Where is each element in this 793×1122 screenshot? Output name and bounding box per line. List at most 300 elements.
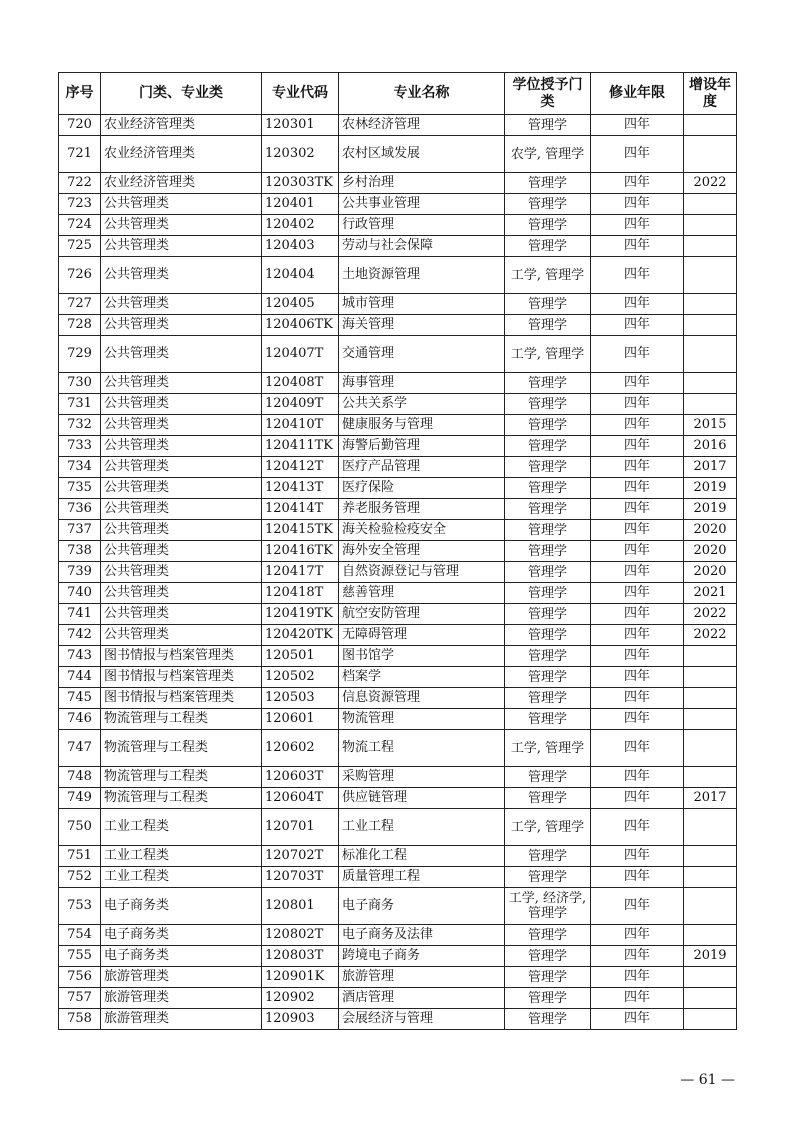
cell-year: 2015 [684,415,737,436]
cell-index: 731 [59,394,101,415]
cell-index: 747 [59,730,101,767]
cell-name: 土地资源管理 [339,257,505,294]
cell-name: 农林经济管理 [339,115,505,136]
cell-code: 120419TK [262,604,339,625]
cell-index: 734 [59,457,101,478]
cell-duration: 四年 [591,215,684,236]
cell-code: 120420TK [262,625,339,646]
cell-degree: 管理学 [505,583,591,604]
cell-name: 海关检验检疫安全 [339,520,505,541]
cell-index: 736 [59,499,101,520]
table-row [59,562,737,583]
cell-year [684,730,737,767]
table-row [59,415,737,436]
cell-code: 120301 [262,115,339,136]
header-row [59,73,737,115]
cell-code: 120418T [262,583,339,604]
cell-category: 旅游管理类 [101,967,262,988]
table-row [59,499,737,520]
cell-name: 乡村治理 [339,173,505,194]
cell-duration: 四年 [591,1009,684,1030]
cell-year: 2019 [684,946,737,967]
cell-category: 农业经济管理类 [101,173,262,194]
cell-degree: 管理学 [505,925,591,946]
cell-category: 图书情报与档案管理类 [101,646,262,667]
cell-name: 旅游管理 [339,967,505,988]
table-row [59,173,737,194]
cell-code: 120405 [262,294,339,315]
cell-category: 物流管理与工程类 [101,767,262,788]
cell-index: 741 [59,604,101,625]
cell-year [684,925,737,946]
cell-code: 120903 [262,1009,339,1030]
table-row [59,436,737,457]
cell-degree: 工学, 管理学 [505,730,591,767]
table-row [59,583,737,604]
cell-name: 跨境电子商务 [339,946,505,967]
table-row [59,788,737,809]
cell-duration: 四年 [591,336,684,373]
cell-code: 120402 [262,215,339,236]
cell-index: 733 [59,436,101,457]
col-header-index: 序号 [59,73,101,115]
cell-degree: 管理学 [505,988,591,1009]
cell-index: 740 [59,583,101,604]
cell-name: 电子商务 [339,888,505,925]
cell-degree: 管理学 [505,867,591,888]
cell-index: 749 [59,788,101,809]
cell-category: 公共管理类 [101,215,262,236]
cell-duration: 四年 [591,946,684,967]
cell-duration: 四年 [591,562,684,583]
cell-duration: 四年 [591,457,684,478]
cell-index: 726 [59,257,101,294]
cell-category: 电子商务类 [101,946,262,967]
cell-code: 120803T [262,946,339,967]
cell-name: 农村区域发展 [339,136,505,173]
cell-degree: 管理学 [505,604,591,625]
cell-degree: 管理学 [505,667,591,688]
cell-name: 标准化工程 [339,846,505,867]
cell-name: 海事管理 [339,373,505,394]
cell-category: 电子商务类 [101,888,262,925]
cell-category: 公共管理类 [101,415,262,436]
cell-duration: 四年 [591,767,684,788]
cell-degree: 管理学 [505,1009,591,1030]
col-header-year: 增设年度 [684,73,737,115]
cell-category: 图书情报与档案管理类 [101,667,262,688]
majors-table [58,72,737,1030]
cell-year: 2019 [684,499,737,520]
cell-name: 质量管理工程 [339,867,505,888]
col-header-name: 专业名称 [339,73,505,115]
cell-year: 2017 [684,457,737,478]
cell-duration: 四年 [591,888,684,925]
cell-degree: 管理学 [505,236,591,257]
cell-category: 旅游管理类 [101,1009,262,1030]
cell-index: 735 [59,478,101,499]
cell-code: 120415TK [262,520,339,541]
cell-duration: 四年 [591,315,684,336]
cell-name: 公共关系学 [339,394,505,415]
cell-category: 公共管理类 [101,315,262,336]
cell-duration: 四年 [591,967,684,988]
cell-index: 732 [59,415,101,436]
table-row [59,946,737,967]
cell-duration: 四年 [591,499,684,520]
cell-year [684,136,737,173]
cell-name: 城市管理 [339,294,505,315]
cell-name: 物流管理 [339,709,505,730]
table-row [59,925,737,946]
cell-name: 物流工程 [339,730,505,767]
cell-code: 120409T [262,394,339,415]
cell-degree: 管理学 [505,436,591,457]
cell-category: 公共管理类 [101,336,262,373]
cell-index: 758 [59,1009,101,1030]
cell-year: 2019 [684,478,737,499]
cell-duration: 四年 [591,136,684,173]
cell-year [684,394,737,415]
cell-index: 730 [59,373,101,394]
cell-name: 行政管理 [339,215,505,236]
cell-name: 酒店管理 [339,988,505,1009]
cell-index: 744 [59,667,101,688]
page-number: — 61 — [680,1072,735,1088]
cell-category: 公共管理类 [101,583,262,604]
cell-name: 海警后勤管理 [339,436,505,457]
cell-duration: 四年 [591,646,684,667]
cell-category: 物流管理与工程类 [101,709,262,730]
cell-year [684,215,737,236]
cell-degree: 管理学 [505,415,591,436]
cell-duration: 四年 [591,394,684,415]
cell-year [684,336,737,373]
cell-category: 公共管理类 [101,194,262,215]
cell-index: 752 [59,867,101,888]
cell-degree: 管理学 [505,788,591,809]
cell-year: 2021 [684,583,737,604]
cell-degree: 工学, 管理学 [505,809,591,846]
cell-category: 电子商务类 [101,925,262,946]
cell-index: 746 [59,709,101,730]
table-row [59,604,737,625]
cell-category: 公共管理类 [101,478,262,499]
cell-duration: 四年 [591,294,684,315]
cell-code: 120406TK [262,315,339,336]
table-row [59,730,737,767]
cell-code: 120602 [262,730,339,767]
cell-degree: 管理学 [505,625,591,646]
cell-category: 农业经济管理类 [101,136,262,173]
col-header-code: 专业代码 [262,73,339,115]
table-row [59,373,737,394]
cell-category: 公共管理类 [101,257,262,294]
table-row [59,457,737,478]
cell-duration: 四年 [591,625,684,646]
table-row [59,236,737,257]
table-row [59,478,737,499]
cell-code: 120802T [262,925,339,946]
cell-category: 公共管理类 [101,394,262,415]
cell-degree: 管理学 [505,562,591,583]
table-row [59,846,737,867]
cell-year [684,888,737,925]
cell-degree: 管理学 [505,457,591,478]
cell-category: 公共管理类 [101,562,262,583]
cell-duration: 四年 [591,115,684,136]
cell-degree: 管理学 [505,315,591,336]
cell-category: 公共管理类 [101,236,262,257]
cell-code: 120414T [262,499,339,520]
cell-year [684,667,737,688]
cell-index: 737 [59,520,101,541]
cell-degree: 管理学 [505,499,591,520]
table-row [59,520,737,541]
cell-index: 729 [59,336,101,373]
cell-name: 公共事业管理 [339,194,505,215]
cell-duration: 四年 [591,373,684,394]
cell-name: 健康服务与管理 [339,415,505,436]
cell-index: 753 [59,888,101,925]
table-row [59,1009,737,1030]
cell-category: 工业工程类 [101,867,262,888]
table-row [59,136,737,173]
cell-category: 公共管理类 [101,373,262,394]
table-row [59,967,737,988]
cell-index: 721 [59,136,101,173]
table-body [59,115,737,1030]
table-row [59,646,737,667]
cell-index: 745 [59,688,101,709]
cell-name: 医疗保险 [339,478,505,499]
cell-duration: 四年 [591,988,684,1009]
cell-index: 755 [59,946,101,967]
cell-year [684,236,737,257]
cell-name: 采购管理 [339,767,505,788]
cell-category: 图书情报与档案管理类 [101,688,262,709]
cell-degree: 管理学 [505,541,591,562]
cell-code: 120303TK [262,173,339,194]
table-row [59,767,737,788]
cell-year [684,373,737,394]
cell-duration: 四年 [591,846,684,867]
cell-index: 723 [59,194,101,215]
cell-code: 120403 [262,236,339,257]
cell-category: 工业工程类 [101,846,262,867]
cell-duration: 四年 [591,709,684,730]
cell-duration: 四年 [591,730,684,767]
cell-degree: 管理学 [505,967,591,988]
cell-degree: 管理学 [505,767,591,788]
cell-year [684,688,737,709]
cell-index: 738 [59,541,101,562]
cell-code: 120302 [262,136,339,173]
cell-name: 养老服务管理 [339,499,505,520]
cell-degree: 农学, 管理学 [505,136,591,173]
cell-code: 120417T [262,562,339,583]
cell-year [684,257,737,294]
cell-year [684,767,737,788]
cell-index: 724 [59,215,101,236]
cell-category: 公共管理类 [101,541,262,562]
cell-degree: 管理学 [505,194,591,215]
cell-year [684,809,737,846]
cell-duration: 四年 [591,925,684,946]
cell-year [684,194,737,215]
cell-code: 120603T [262,767,339,788]
cell-name: 图书馆学 [339,646,505,667]
cell-index: 725 [59,236,101,257]
cell-degree: 管理学 [505,294,591,315]
cell-duration: 四年 [591,415,684,436]
cell-year: 2020 [684,541,737,562]
cell-index: 742 [59,625,101,646]
cell-code: 120701 [262,809,339,846]
cell-duration: 四年 [591,520,684,541]
cell-name: 工业工程 [339,809,505,846]
table-row [59,541,737,562]
cell-index: 728 [59,315,101,336]
cell-category: 公共管理类 [101,457,262,478]
cell-code: 120702T [262,846,339,867]
cell-degree: 管理学 [505,709,591,730]
cell-year: 2020 [684,562,737,583]
table-row [59,257,737,294]
table-row [59,667,737,688]
cell-duration: 四年 [591,583,684,604]
cell-year [684,646,737,667]
cell-category: 旅游管理类 [101,988,262,1009]
cell-index: 754 [59,925,101,946]
cell-name: 无障碍管理 [339,625,505,646]
cell-degree: 工学, 经济学, 管理学 [505,888,591,925]
cell-category: 公共管理类 [101,499,262,520]
cell-category: 公共管理类 [101,294,262,315]
cell-index: 739 [59,562,101,583]
table-row [59,809,737,846]
cell-year [684,315,737,336]
cell-duration: 四年 [591,688,684,709]
table-row [59,215,737,236]
cell-name: 会展经济与管理 [339,1009,505,1030]
cell-category: 农业经济管理类 [101,115,262,136]
cell-duration: 四年 [591,541,684,562]
cell-code: 120503 [262,688,339,709]
cell-name: 档案学 [339,667,505,688]
cell-year: 2022 [684,625,737,646]
cell-year: 2022 [684,173,737,194]
cell-degree: 管理学 [505,215,591,236]
cell-index: 748 [59,767,101,788]
cell-year [684,867,737,888]
cell-name: 劳动与社会保障 [339,236,505,257]
cell-code: 120410T [262,415,339,436]
cell-year: 2016 [684,436,737,457]
cell-year [684,1009,737,1030]
table-row [59,315,737,336]
cell-code: 120404 [262,257,339,294]
cell-code: 120416TK [262,541,339,562]
cell-name: 自然资源登记与管理 [339,562,505,583]
cell-duration: 四年 [591,436,684,457]
cell-code: 120407T [262,336,339,373]
cell-name: 交通管理 [339,336,505,373]
cell-category: 公共管理类 [101,436,262,457]
cell-category: 公共管理类 [101,604,262,625]
table-row [59,988,737,1009]
table-row [59,888,737,925]
table-row [59,194,737,215]
cell-duration: 四年 [591,257,684,294]
cell-degree: 管理学 [505,646,591,667]
cell-degree: 工学, 管理学 [505,336,591,373]
cell-index: 727 [59,294,101,315]
cell-year [684,709,737,730]
cell-year [684,115,737,136]
cell-name: 电子商务及法律 [339,925,505,946]
cell-year: 2022 [684,604,737,625]
cell-code: 120411TK [262,436,339,457]
table-row [59,294,737,315]
cell-duration: 四年 [591,173,684,194]
cell-year: 2017 [684,788,737,809]
cell-degree: 管理学 [505,688,591,709]
cell-year [684,967,737,988]
cell-index: 756 [59,967,101,988]
table-row [59,867,737,888]
cell-code: 120801 [262,888,339,925]
table-row [59,336,737,373]
cell-degree: 管理学 [505,846,591,867]
cell-degree: 管理学 [505,173,591,194]
cell-degree: 管理学 [505,478,591,499]
col-header-duration: 修业年限 [591,73,684,115]
table-row [59,688,737,709]
cell-name: 海外安全管理 [339,541,505,562]
cell-duration: 四年 [591,604,684,625]
cell-index: 757 [59,988,101,1009]
cell-duration: 四年 [591,809,684,846]
cell-year [684,846,737,867]
table-row [59,625,737,646]
cell-index: 750 [59,809,101,846]
cell-duration: 四年 [591,867,684,888]
cell-code: 120901K [262,967,339,988]
cell-name: 航空安防管理 [339,604,505,625]
cell-code: 120502 [262,667,339,688]
cell-category: 公共管理类 [101,520,262,541]
cell-code: 120412T [262,457,339,478]
cell-category: 物流管理与工程类 [101,730,262,767]
cell-year [684,294,737,315]
cell-degree: 管理学 [505,520,591,541]
cell-duration: 四年 [591,667,684,688]
cell-code: 120604T [262,788,339,809]
cell-name: 信息资源管理 [339,688,505,709]
cell-duration: 四年 [591,236,684,257]
cell-duration: 四年 [591,788,684,809]
cell-code: 120413T [262,478,339,499]
cell-code: 120902 [262,988,339,1009]
cell-code: 120501 [262,646,339,667]
cell-name: 慈善管理 [339,583,505,604]
cell-code: 120408T [262,373,339,394]
cell-duration: 四年 [591,194,684,215]
cell-index: 751 [59,846,101,867]
cell-index: 722 [59,173,101,194]
cell-duration: 四年 [591,478,684,499]
